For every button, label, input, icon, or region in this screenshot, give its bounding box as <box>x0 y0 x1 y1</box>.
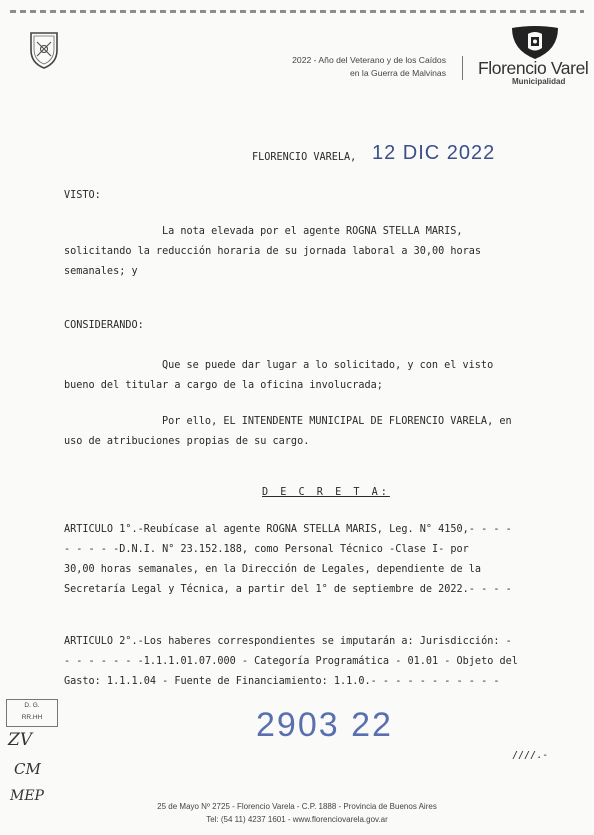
article-line: 30,00 horas semanales, en la Dirección de Legales, dependiente de la <box>64 564 482 575</box>
hr-office-stamp <box>6 699 58 727</box>
brand-name: Florencio Varel <box>478 58 589 78</box>
article-2 <box>64 632 554 692</box>
note-line-1: 2022 - Año del Veterano y de los Caídos <box>292 55 446 65</box>
municipal-crest-icon <box>28 30 60 70</box>
continues-mark: ////.- <box>512 750 549 761</box>
visto-line: La nota elevada por el agente ROGNA STELLA MARIS, <box>162 226 463 237</box>
note-line-2: en la Guerra de Malvinas <box>349 68 446 78</box>
handwritten-initials-1: ZV <box>8 730 33 750</box>
visto-heading: VISTO: <box>64 190 101 201</box>
footer-contact: Tel: (54 11) 4237 1601 - www.florenciovarela.gov.ar <box>206 815 388 824</box>
stamp-line-2: RR.HH <box>21 714 43 721</box>
stamp-line-1: D. G. <box>24 702 40 709</box>
visto-line: solicitando la reducción horaria de su jornada laboral a 30,00 horas <box>64 246 482 257</box>
article-line: Secretaría Legal y Técnica, a partir del 1° de septiembre de 2022.- - - - <box>64 584 512 595</box>
decree-number-stamp: 2903 22 <box>256 706 393 744</box>
considerando-line: bueno del titular a cargo de la oficina involucrada; <box>64 380 383 391</box>
considerando-heading: CONSIDERANDO: <box>64 320 144 331</box>
considerando-line: Por ello, EL INTENDENTE MUNICIPAL DE FLORENCIO VARELA, en <box>162 416 512 427</box>
handwritten-initials-3: MEP <box>10 788 44 804</box>
decreta-heading: D E C R E T A: <box>262 487 390 498</box>
considerando-paragraph-1 <box>64 356 554 396</box>
considerando-paragraph-2 <box>64 412 554 452</box>
footer-address: 25 de Mayo Nº 2725 - Florencio Varela - C.P. 1888 - Provincia de Buenos Aires <box>157 802 437 811</box>
visto-paragraph <box>64 222 554 282</box>
header-divider <box>462 56 463 80</box>
date-stamp: 12 DIC 2022 <box>372 142 496 164</box>
florencio-varela-logo-icon <box>510 26 560 60</box>
brand-subtitle: Municipalidad <box>512 77 566 86</box>
article-line: ARTICULO 1°.-Reubícase al agente ROGNA STELLA MARIS, Leg. N° 4150,- - - - <box>64 524 512 535</box>
article-1 <box>64 520 554 600</box>
place-label: FLORENCIO VARELA, <box>252 152 357 163</box>
handwritten-initials-2: CM <box>14 760 41 778</box>
article-line: ARTICULO 2°.-Los haberes correspondientes se imputarán a: Jurisdicción: - <box>64 636 512 647</box>
article-line: - - - - - - -1.1.1.01.07.000 - Categoría Programática - 01.01 - Objeto del <box>64 656 518 667</box>
commemorative-year-note <box>236 54 446 80</box>
visto-line: semanales; y <box>64 266 138 277</box>
article-line: - - - - -D.N.I. N° 23.152.188, como Personal Técnico -Clase I- por <box>64 544 469 555</box>
considerando-line: Que se puede dar lugar a lo solicitado, y con el visto <box>162 360 494 371</box>
scan-edge-line <box>10 10 584 13</box>
considerando-line: uso de atribuciones propias de su cargo. <box>64 436 310 447</box>
article-line: Gasto: 1.1.1.04 - Fuente de Financiamiento: 1.1.0.- - - - - - - - - - - <box>64 676 500 687</box>
